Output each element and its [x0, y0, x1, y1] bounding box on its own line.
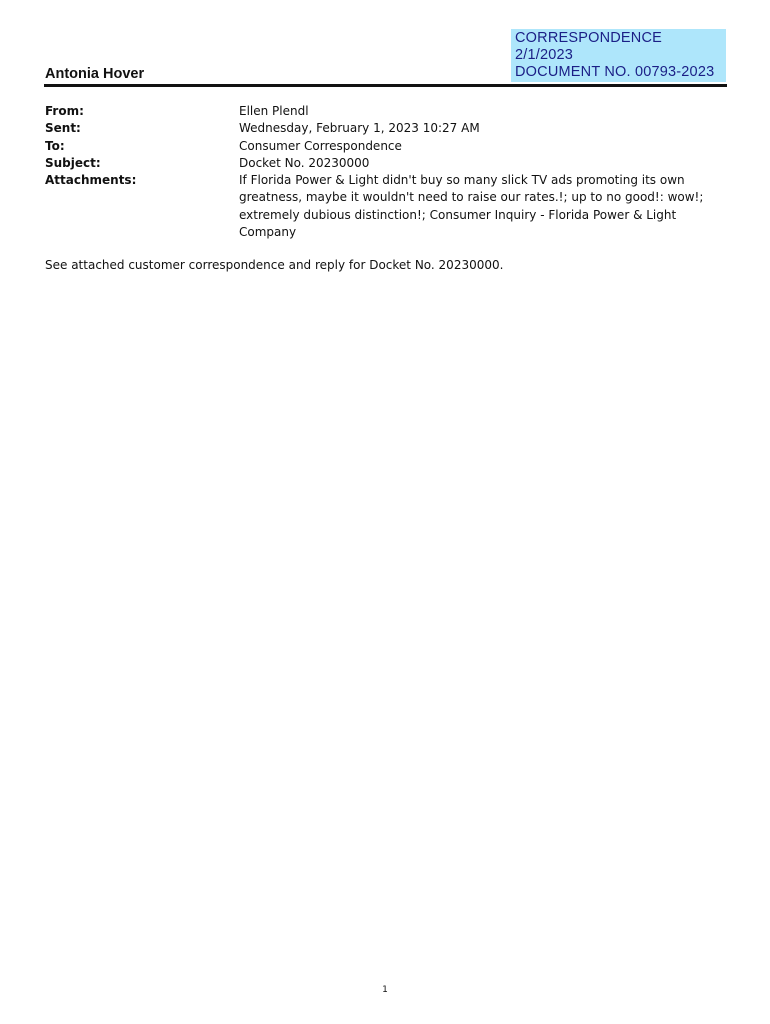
subject-row	[45, 155, 735, 172]
email-header-fields	[45, 103, 735, 241]
correspondence-stamp	[511, 29, 726, 82]
attachments-value: If Florida Power & Light didn't buy so many slick TV ads promoting its own greatness, maybe it wouldn't need to raise our rates.!; up to no good!: wow!; extremely dubious distinction!; Consumer Inquiry - Florida Power & Light Company	[239, 173, 704, 240]
attachments-row	[45, 172, 735, 241]
stamp-date: 2/1/2023	[515, 47, 574, 63]
sent-label: Sent:	[45, 121, 81, 136]
sent-value: Wednesday, February 1, 2023 10:27 AM	[239, 121, 480, 136]
mailbox-owner-name: Antonia Hover	[45, 66, 145, 82]
to-row	[45, 138, 735, 155]
stamp-title: CORRESPONDENCE	[515, 30, 663, 46]
stamp-document-number: DOCUMENT NO. 00793-2023	[515, 64, 715, 80]
subject-value: Docket No. 20230000	[239, 155, 370, 170]
sent-row	[45, 120, 735, 137]
email-body-text: See attached customer correspondence and reply for Docket No. 20230000.	[45, 258, 504, 272]
attachments-label: Attachments:	[45, 173, 137, 188]
page-number: 1	[382, 985, 388, 995]
to-label: To:	[45, 138, 65, 153]
from-row	[45, 103, 735, 120]
header-divider	[44, 84, 727, 87]
from-label: From:	[45, 104, 84, 118]
from-value: Ellen Plendl	[239, 104, 309, 118]
subject-label: Subject:	[45, 155, 101, 170]
to-value: Consumer Correspondence	[239, 138, 402, 153]
